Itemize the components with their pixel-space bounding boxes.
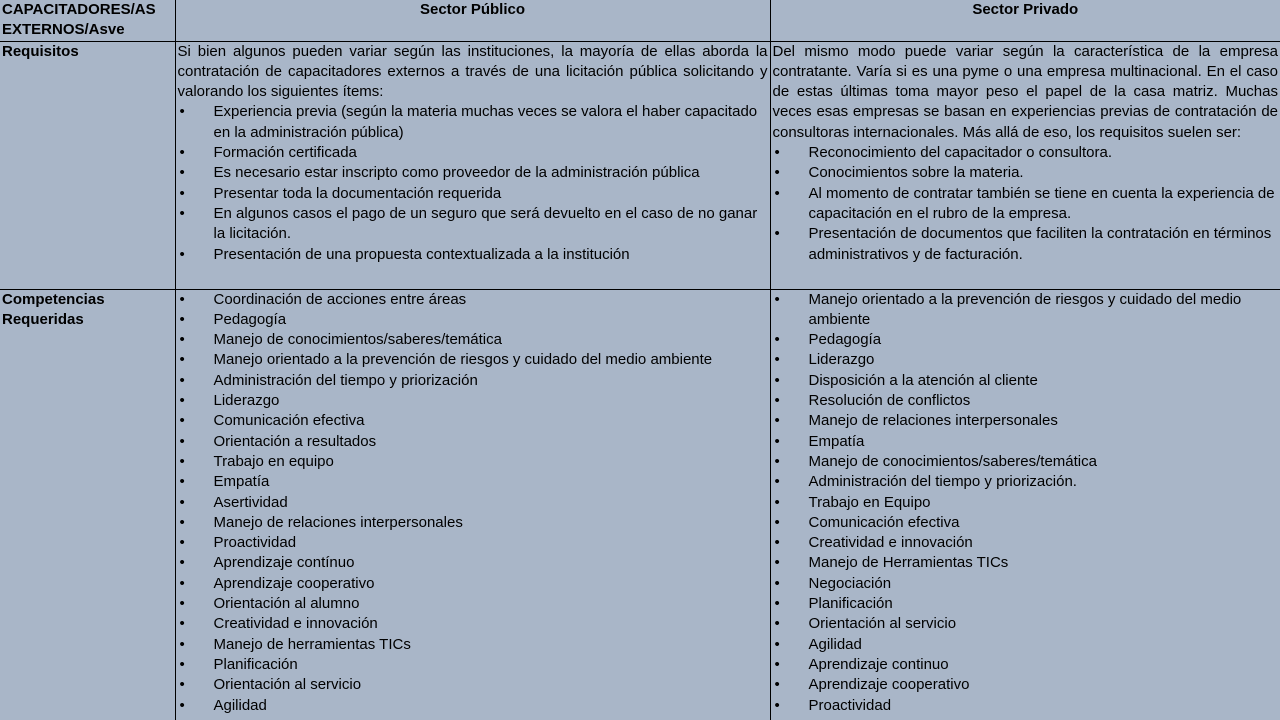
list-item: • Comunicación efectiva xyxy=(178,411,768,431)
list-item: • Empatía xyxy=(773,432,1279,452)
list-item: • Manejo orientado a la prevención de riesgos y cuidado del medio ambiente xyxy=(773,290,1279,331)
list-item: • Es necesario estar inscripto como proveedor de la administración pública xyxy=(178,163,768,183)
list-item: • Coordinación de acciones entre áreas xyxy=(178,290,768,310)
list-item: • Trabajo en equipo xyxy=(178,452,768,472)
list-item: • Administración del tiempo y priorización xyxy=(178,371,768,391)
list-item: • Orientación al servicio xyxy=(178,675,768,695)
list-item: • Manejo de conocimientos/saberes/temática xyxy=(773,452,1279,472)
list-item: • Orientación a resultados xyxy=(178,432,768,452)
list-item: • Disposición a la atención al cliente xyxy=(773,371,1279,391)
list-item: • Manejo orientado a la prevención de riesgos y cuidado del medio ambiente xyxy=(178,350,768,370)
list-item: • Resolución de conflictos xyxy=(773,391,1279,411)
list-item: • Agilidad xyxy=(178,696,768,716)
list-item: • Reconocimiento del capacitador o consultora. xyxy=(773,143,1279,163)
list-item: • Manejo de relaciones interpersonales xyxy=(178,513,768,533)
list-item: • Asertividad xyxy=(178,493,768,513)
corner-label: CAPACITADORES/AS EXTERNOS/Asve xyxy=(0,0,175,41)
list-item: • Planificación xyxy=(773,594,1279,614)
list-item: • Aprendizaje cooperativo xyxy=(178,574,768,594)
list-item: • Manejo de conocimientos/saberes/temática xyxy=(178,330,768,350)
list-item: • Pedagogía xyxy=(178,310,768,330)
competencias-private-list xyxy=(773,290,1279,716)
list-item: • Liderazgo xyxy=(178,391,768,411)
list-item: • Orientación al servicio xyxy=(773,614,1279,634)
list-item: • Administración del tiempo y priorización. xyxy=(773,472,1279,492)
requisitos-private-intro: Del mismo modo puede variar según la característica de la empresa contratante. Varía si es una pyme o una empresa multinacional. En el caso de estas últimas toma mayor peso el papel de la casa matriz. Muchas veces esas empresas se basan en experiencias previas de contratación de consultoras internacionales. Más allá de eso, los requisitos suelen ser: xyxy=(772,42,1278,141)
list-item: • Presentación de documentos que faciliten la contratación en términos administrativos y de facturación. xyxy=(773,224,1279,265)
requisitos-public-intro: Si bien algunos pueden variar según las instituciones, la mayoría de ellas aborda la contratación de capacitadores externos a través de una licitación pública solicitando y valorando los siguientes ítems: xyxy=(177,42,768,101)
list-item: • Creatividad e innovación xyxy=(773,533,1279,553)
list-item: • Planificación xyxy=(178,655,768,675)
list-item: • Creatividad e innovación xyxy=(178,614,768,634)
competencias-public-list xyxy=(178,290,768,716)
column-header-public: Sector Público xyxy=(175,0,770,41)
list-item: • Proactividad xyxy=(773,696,1279,716)
list-item: • Orientación al alumno xyxy=(178,594,768,614)
list-item: • Empatía xyxy=(178,472,768,492)
requisitos-row xyxy=(0,41,1280,289)
list-item: • En algunos casos el pago de un seguro que será devuelto en el caso de no ganar la licitación. xyxy=(178,204,768,245)
list-item: • Agilidad xyxy=(773,635,1279,655)
list-item: • Manejo de relaciones interpersonales xyxy=(773,411,1279,431)
list-item: • Presentar toda la documentación requerida xyxy=(178,184,768,204)
list-item: • Pedagogía xyxy=(773,330,1279,350)
list-item: • Proactividad xyxy=(178,533,768,553)
list-item: • Comunicación efectiva xyxy=(773,513,1279,533)
list-item: • Trabajo en Equipo xyxy=(773,493,1279,513)
row-label-competencias: Competencias Requeridas xyxy=(0,289,175,720)
list-item: • Aprendizaje contínuo xyxy=(178,553,768,573)
list-item: • Al momento de contratar también se tiene en cuenta la experiencia de capacitación en el rubro de la empresa. xyxy=(773,184,1279,225)
requisitos-public-list xyxy=(178,102,768,264)
list-item: • Aprendizaje continuo xyxy=(773,655,1279,675)
row-label-requisitos: Requisitos xyxy=(0,41,175,289)
list-item: • Experiencia previa (según la materia muchas veces se valora el haber capacitado en la administración pública) xyxy=(178,102,768,143)
competencias-private-cell xyxy=(770,289,1280,720)
list-item: • Manejo de Herramientas TICs xyxy=(773,553,1279,573)
column-header-private: Sector Privado xyxy=(770,0,1280,41)
header-row xyxy=(0,0,1280,41)
list-item: • Formación certificada xyxy=(178,143,768,163)
requisitos-private-list xyxy=(773,143,1279,265)
competencias-row xyxy=(0,289,1280,720)
list-item: • Aprendizaje cooperativo xyxy=(773,675,1279,695)
list-item: • Presentación de una propuesta contextualizada a la institución xyxy=(178,245,768,265)
requisitos-public-cell xyxy=(175,41,770,289)
list-item: • Conocimientos sobre la materia. xyxy=(773,163,1279,183)
list-item: • Liderazgo xyxy=(773,350,1279,370)
list-item: • Manejo de herramientas TICs xyxy=(178,635,768,655)
list-item: • Negociación xyxy=(773,574,1279,594)
requisitos-private-cell xyxy=(770,41,1280,289)
competencias-public-cell xyxy=(175,289,770,720)
